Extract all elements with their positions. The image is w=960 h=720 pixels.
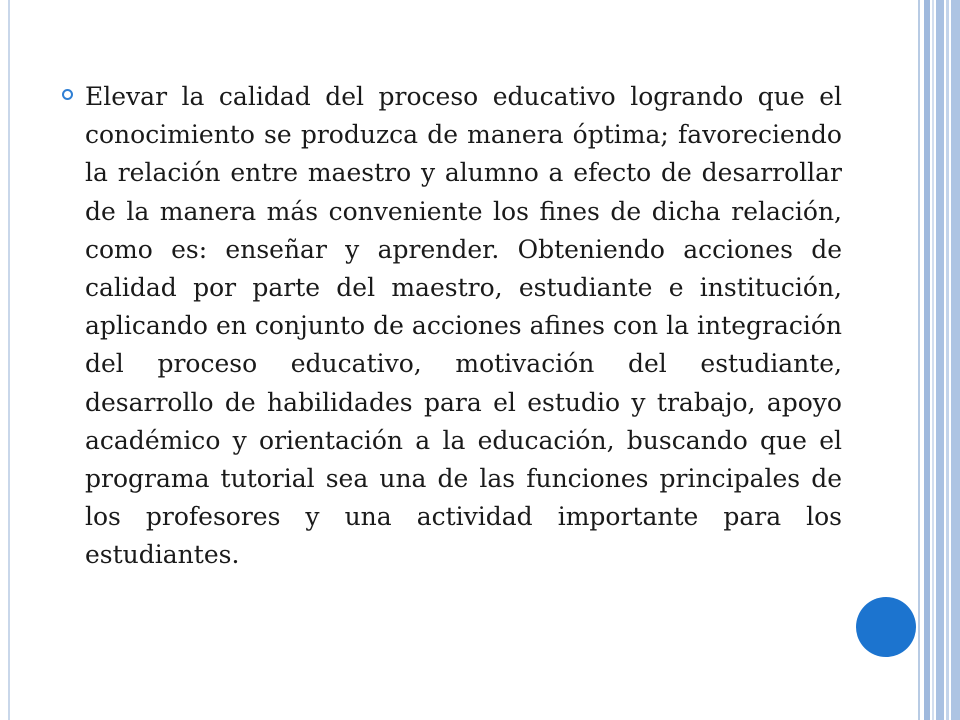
bullet-item (62, 78, 842, 575)
slide-content (62, 78, 842, 575)
left-frame-line (8, 0, 10, 720)
right-stripe (932, 0, 934, 720)
right-stripe (918, 0, 920, 720)
decorative-circle (856, 597, 916, 657)
bullet-paragraph: Elevar la calidad del proceso educativo logrando que el conocimiento se produzca de manera óptima; favoreciendo la relación entre maestro y alumno a efecto de desarrollar de la manera más conveniente los fines de dicha relación, como es: enseñar y aprender. Obteniendo acciones de calidad por parte del maestro, estudiante e institución, aplicando en conjunto de acciones afines con la integración del proceso educativo, motivación del estudiante, desarrollo de habilidades para el estudio y trabajo, apoyo académico y orientación a la educación, buscando que el programa tutorial sea una de las funciones principales de los profesores y una actividad importante para los estudiantes. (85, 82, 842, 570)
bullet-circle-icon (62, 89, 73, 100)
right-stripe (951, 0, 960, 720)
right-stripe (946, 0, 949, 720)
right-stripe (924, 0, 930, 720)
right-stripe (936, 0, 944, 720)
